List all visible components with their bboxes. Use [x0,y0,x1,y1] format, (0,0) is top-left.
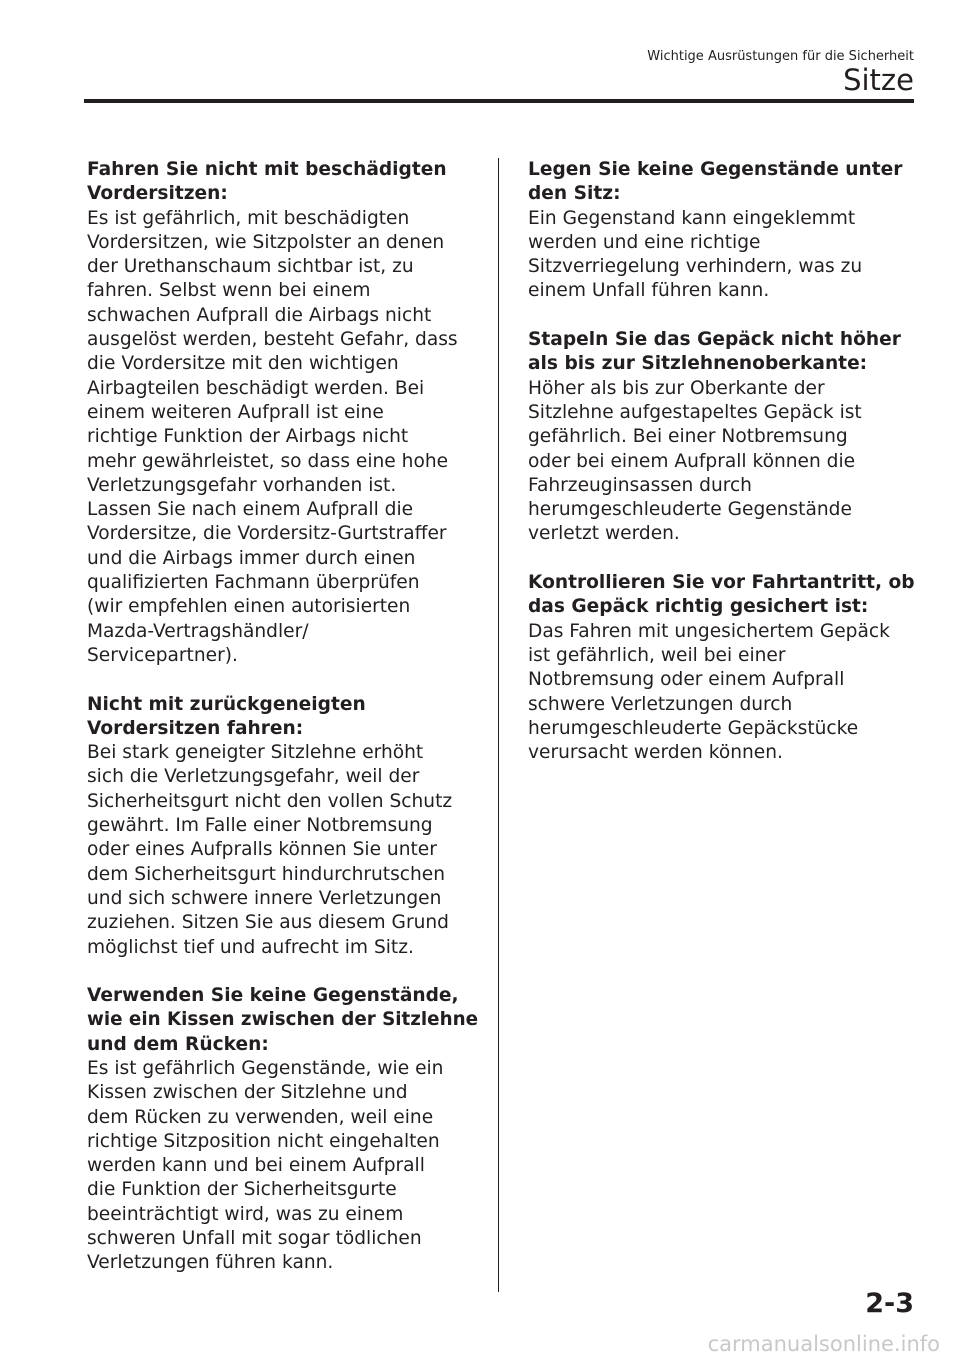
heading-line: und dem Rücken: [87,1033,269,1055]
body-line: gewährt. Im Falle einer Notbremsung [87,815,433,837]
body-line: und sich schwere innere Verletzungen [87,887,442,909]
heading-line: Vordersitzen: [87,183,228,205]
body-line: Das Fahren mit ungesichertem Gepäck [528,620,890,642]
body-line: einem Unfall führen kann. [528,280,770,302]
body-line: (wir empfehlen einen autorisierten [87,596,411,618]
body-line: qualifizierten Fachmann überprüfen [87,572,420,594]
body-line: Es ist gefährlich, mit beschädigten [87,207,410,229]
warning-heading [87,693,482,742]
body-line: werden kann und bei einem Aufprall [87,1155,425,1177]
body-line: Verletzungsgefahr vorhanden ist. [87,474,397,496]
warning-block [528,571,918,765]
warning-heading [528,328,918,377]
body-line: schwere Verletzungen durch [528,693,793,715]
body-line: Notbremsung oder einem Aufprall [528,669,845,691]
body-line: ausgelöst werden, besteht Gefahr, dass [87,329,458,351]
body-line: Lassen Sie nach einem Aufprall die [87,499,414,521]
body-line: Vordersitzen, wie Sitzpolster an denen [87,231,445,253]
heading-line: Fahren Sie nicht mit beschädigten [87,159,447,180]
warning-heading [87,984,482,1057]
body-line: zuziehen. Sitzen Sie aus diesem Grund [87,912,449,934]
body-line: schwachen Aufprall die Airbags nicht [87,304,432,326]
body-line: Höher als bis zur Oberkante der [528,377,825,399]
heading-line: den Sitz: [528,183,621,205]
heading-line: Stapeln Sie das Gepäck nicht höher [528,329,901,351]
heading-line: Nicht mit zurückgeneigten [87,693,366,715]
body-line: fahren. Selbst wenn bei einem [87,280,371,302]
warning-block [528,158,918,304]
body-line: Mazda-Vertragshändler/ [87,620,309,642]
heading-line: das Gepäck richtig gesichert ist: [528,596,869,618]
warning-block [528,328,918,547]
body-line: Kissen zwischen der Sitzlehne und [87,1082,408,1104]
warning-heading [87,158,482,207]
chapter-section-label: Wichtige Ausrüstungen für die Sicherheit [647,49,914,64]
body-line: dem Sicherheitsgurt hindurchrutschen [87,863,446,885]
heading-line: wie ein Kissen zwischen der Sitzlehne [87,1009,479,1031]
body-line: Bei stark geneigter Sitzlehne erhöht [87,742,424,764]
warning-block [87,984,482,1276]
heading-line: Verwenden Sie keine Gegenstände, [87,985,459,1007]
warning-body [528,620,918,766]
body-line: Es ist gefährlich Gegenstände, wie ein [87,1057,444,1079]
body-line: möglichst tief und aufrecht im Sitz. [87,936,414,958]
body-line: Sitzverriegelung verhindern, was zu [528,256,863,278]
body-line: und die Airbags immer durch einen [87,547,416,569]
body-line: Vordersitze, die Vordersitz-Gurtstraffer [87,523,447,545]
heading-line: Kontrollieren Sie vor Fahrtantritt, ob [528,572,915,594]
body-line: Sicherheitsgurt nicht den vollen Schutz [87,790,453,812]
body-line: gefährlich. Bei einer Notbremsung [528,426,848,448]
body-line: schweren Unfall mit sogar tödlichen [87,1228,422,1250]
body-line: mehr gewährleistet, so dass eine hohe [87,450,449,472]
heading-line: als bis zur Sitzlehnenoberkante: [528,353,868,375]
body-line: ist gefährlich, weil bei einer [528,644,786,666]
section-title: Sitze [843,63,914,97]
header-rule [84,99,914,103]
body-line: Airbagteilen beschädigt werden. Bei [87,377,425,399]
column-divider [498,158,499,1292]
body-line: herumgeschleuderte Gegenstände [528,499,852,521]
warning-block [87,693,482,960]
body-line: werden und eine richtige [528,231,761,253]
body-line: richtige Funktion der Airbags nicht [87,426,409,448]
body-line: oder bei einem Aufprall können die [528,450,856,472]
warning-body [87,207,482,669]
body-line: die Funktion der Sicherheitsgurte [87,1179,397,1201]
warning-body [87,741,482,960]
body-line: herumgeschleuderte Gepäckstücke [528,717,859,739]
body-line: dem Rücken zu verwenden, weil eine [87,1106,434,1128]
warning-heading [528,158,918,207]
heading-line: Vordersitzen fahren: [87,717,304,739]
right-column [528,158,918,790]
body-line: Sitzlehne aufgestapeltes Gepäck ist [528,401,862,423]
watermark: carmanualsonline.info [707,1332,940,1356]
warning-body [87,1057,482,1276]
warning-body [528,207,918,304]
body-line: verursacht werden können. [528,742,783,764]
body-line: Fahrzeuginsassen durch [528,474,752,496]
warning-block [87,158,482,668]
body-line: Verletzungen führen kann. [87,1252,334,1274]
warning-body [528,377,918,547]
body-line: verletzt werden. [528,523,680,545]
body-line: die Vordersitze mit den wichtigen [87,353,399,375]
body-line: beeinträchtigt wird, was zu einem [87,1203,404,1225]
body-line: richtige Sitzposition nicht eingehalten [87,1130,440,1152]
body-line: Servicepartner). [87,644,238,666]
body-line: der Urethanschaum sichtbar ist, zu [87,256,414,278]
body-line: sich die Verletzungsgefahr, weil der [87,766,420,788]
body-line: einem weiteren Aufprall ist eine [87,401,384,423]
left-column [87,158,482,1300]
page-number: 2-3 [865,1288,914,1319]
body-line: oder eines Aufpralls können Sie unter [87,839,437,861]
body-line: Ein Gegenstand kann eingeklemmt [528,207,856,229]
heading-line: Legen Sie keine Gegenstände unter [528,159,903,180]
warning-heading [528,571,918,620]
